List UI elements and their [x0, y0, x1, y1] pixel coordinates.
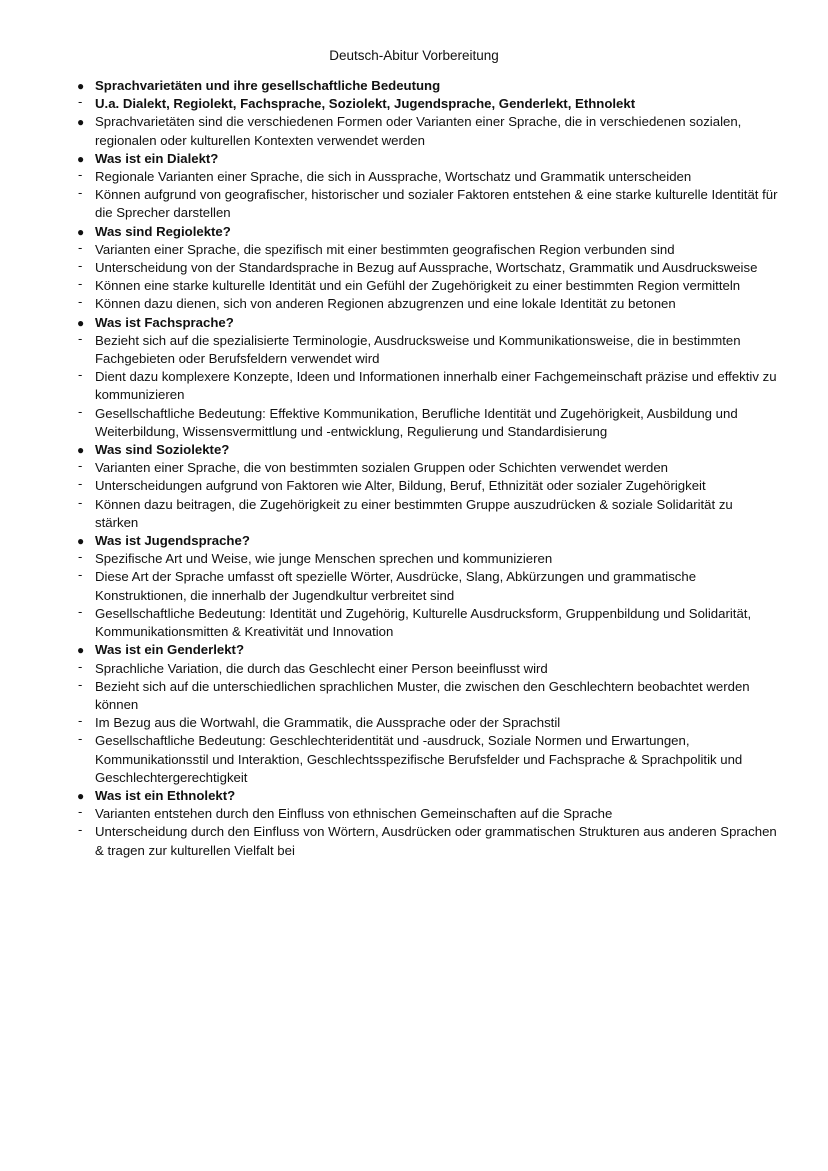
item-text: Können dazu beitragen, die Zugehörigkeit zu einer bestimmten Gruppe auszudrücken & soziale Solidarität zu stärken	[95, 496, 733, 530]
dash-item	[78, 368, 778, 404]
item-text: Varianten einer Sprache, die von bestimmten sozialen Gruppen oder Schichten verwendet werden	[95, 460, 669, 476]
dash-marker: -	[78, 458, 83, 474]
dash-item	[78, 295, 778, 313]
dash-item	[78, 186, 778, 222]
dash-item	[78, 568, 778, 604]
bullet-marker: ●	[77, 315, 85, 330]
section-heading	[78, 787, 778, 805]
section-heading	[78, 532, 778, 550]
section-heading	[78, 77, 778, 95]
section-heading	[78, 314, 778, 332]
item-text: Können eine starke kulturelle Identität und ein Gefühl der Zugehörigkeit zu einer bestimmten Region vermitteln	[95, 278, 741, 294]
dash-marker: -	[78, 713, 83, 729]
item-text: Varianten entstehen durch den Einfluss von ethnischen Gemeinschaften auf die Sprache	[95, 806, 613, 822]
dash-item	[78, 678, 778, 714]
dash-item	[78, 823, 778, 859]
dash-item	[78, 259, 778, 277]
dash-marker: -	[78, 403, 83, 419]
item-text: Was sind Soziolekte?	[95, 442, 230, 458]
dash-item	[78, 605, 778, 641]
dash-item	[78, 660, 778, 678]
dash-marker: -	[78, 804, 83, 820]
bullet-marker: ●	[77, 443, 85, 458]
item-text: Was ist Jugendsprache?	[95, 533, 250, 549]
section-heading	[78, 441, 778, 459]
bullet-marker: ●	[77, 224, 85, 239]
item-text: Sprachliche Variation, die durch das Geschlecht einer Person beeinflusst wird	[95, 660, 548, 676]
item-text: Bezieht sich auf die unterschiedlichen sprachlichen Muster, die zwischen den Geschlechtern beobachtet werden können	[95, 678, 750, 712]
section-heading	[78, 150, 778, 168]
dash-marker: -	[78, 494, 83, 510]
dash-marker: -	[78, 94, 83, 110]
bullet-marker: ●	[77, 643, 85, 658]
item-text: Varianten einer Sprache, die spezifisch mit einer bestimmten geografischen Region verbunden sind	[95, 241, 675, 257]
item-text: Im Bezug aus die Wortwahl, die Grammatik, die Aussprache oder der Sprachstil	[95, 715, 561, 731]
dash-item	[78, 95, 778, 113]
item-text: Können aufgrund von geografischer, historischer und sozialer Faktoren entstehen & eine starke kulturelle Identität für die Sprecher darstellen	[95, 187, 778, 221]
bullet-marker: ●	[77, 79, 85, 93]
item-text: Gesellschaftliche Bedeutung: Identität und Zugehörig, Kulturelle Ausdrucksform, Gruppenbildung und Solidarität, Kommunikationsmitten & Kreativität und Innovation	[95, 605, 752, 640]
notes-list	[78, 77, 778, 860]
item-text: Sprachvarietäten sind die verschiedenen Formen oder Varianten einer Sprache, die in verschiedenen sozialen, regionalen oder kulturellen Kontexten verwendet werden	[95, 114, 742, 148]
dash-item	[78, 168, 778, 186]
bullet-marker: ●	[77, 151, 85, 166]
dash-item	[78, 459, 778, 477]
dash-item	[78, 496, 778, 532]
dash-marker: -	[78, 367, 83, 383]
dash-marker: -	[78, 476, 83, 492]
dash-marker: -	[78, 567, 83, 583]
dash-marker: -	[78, 167, 83, 183]
item-text: Was ist ein Dialekt?	[95, 150, 219, 166]
dash-marker: -	[78, 294, 83, 310]
item-text: Unterscheidung durch den Einfluss von Wörtern, Ausdrücken oder grammatischen Strukturen aus anderen Sprachen & tragen zur kulturellen Vielfalt bei	[95, 824, 777, 858]
item-text: Spezifische Art und Weise, wie junge Menschen sprechen und kommunizieren	[95, 551, 553, 567]
dash-marker: -	[78, 276, 83, 292]
item-text: Was ist ein Ethnolekt?	[95, 787, 236, 803]
dash-item	[78, 714, 778, 732]
item-text: Was sind Regiolekte?	[95, 223, 231, 239]
item-text: Bezieht sich auf die spezialisierte Terminologie, Ausdrucksweise und Kommunikationsweise, die in bestimmten Fachgebieten oder Berufsfeldern verwendet wird	[95, 332, 741, 367]
dash-marker: -	[78, 239, 83, 255]
page-title: Deutsch-Abitur Vorbereitung	[329, 48, 499, 63]
dash-marker: -	[78, 731, 83, 747]
bullet-marker: ●	[77, 115, 85, 130]
item-text: Regionale Varianten einer Sprache, die sich in Aussprache, Wortschatz und Grammatik unterscheiden	[95, 169, 692, 185]
item-text: Gesellschaftliche Bedeutung: Geschlechteridentität und -ausdruck, Soziale Normen und Erwartungen, Kommunikationsstil und Interaktion, Geschlechtsspezifische Berufsfelder und Fachsprache & Sprachpolitik und Geschlechtergerechtigkeit	[95, 733, 743, 785]
bullet-marker: ●	[77, 788, 85, 803]
item-text: Gesellschaftliche Bedeutung: Effektive Kommunikation, Berufliche Identität und Zugehörigkeit, Ausbildung und Weiterbildung, Wissensvermittlung und -entwicklung, Regulierung und Standardisierung	[95, 405, 738, 439]
item-text: Dient dazu komplexere Konzepte, Ideen und Informationen innerhalb einer Fachgemeinschaft präzise und effektiv zu kommunizieren	[95, 369, 777, 403]
dash-marker: -	[78, 258, 83, 274]
dash-item	[78, 805, 778, 823]
bullet-item	[78, 113, 778, 149]
dash-marker: -	[78, 185, 83, 201]
item-text: Unterscheidungen aufgrund von Faktoren wie Alter, Bildung, Beruf, Ethnizität oder sozialer Zugehörigkeit	[95, 478, 706, 494]
dash-item	[78, 405, 778, 441]
dash-marker: -	[78, 676, 83, 692]
dash-item	[78, 477, 778, 495]
dash-marker: -	[78, 658, 83, 674]
dash-marker: -	[78, 822, 83, 838]
item-text: Unterscheidung von der Standardsprache in Bezug auf Aussprache, Wortschatz, Grammatik und Ausdrucksweise	[95, 260, 758, 276]
item-text: Können dazu dienen, sich von anderen Regionen abzugrenzen und eine lokale Identität zu betonen	[95, 296, 676, 312]
dash-marker: -	[78, 549, 83, 565]
item-text: U.a. Dialekt, Regiolekt, Fachsprache, Soziolekt, Jugendsprache, Genderlekt, Ethnolekt	[95, 96, 636, 112]
dash-item	[78, 241, 778, 259]
section-heading	[78, 641, 778, 659]
dash-item	[78, 332, 778, 368]
dash-item	[78, 277, 778, 295]
dash-marker: -	[78, 330, 83, 346]
item-text: Sprachvarietäten und ihre gesellschaftliche Bedeutung	[95, 78, 441, 93]
item-text: Was ist ein Genderlekt?	[95, 642, 245, 658]
item-text: Diese Art der Sprache umfasst oft spezielle Wörter, Ausdrücke, Slang, Abkürzungen und grammatische Konstruktionen, die innerhalb der Jugendkultur verbreitet sind	[95, 569, 697, 603]
dash-item	[78, 732, 778, 787]
item-text: Was ist Fachsprache?	[95, 314, 234, 330]
dash-marker: -	[78, 603, 83, 619]
dash-item	[78, 550, 778, 568]
section-heading	[78, 223, 778, 241]
bullet-marker: ●	[77, 534, 85, 549]
